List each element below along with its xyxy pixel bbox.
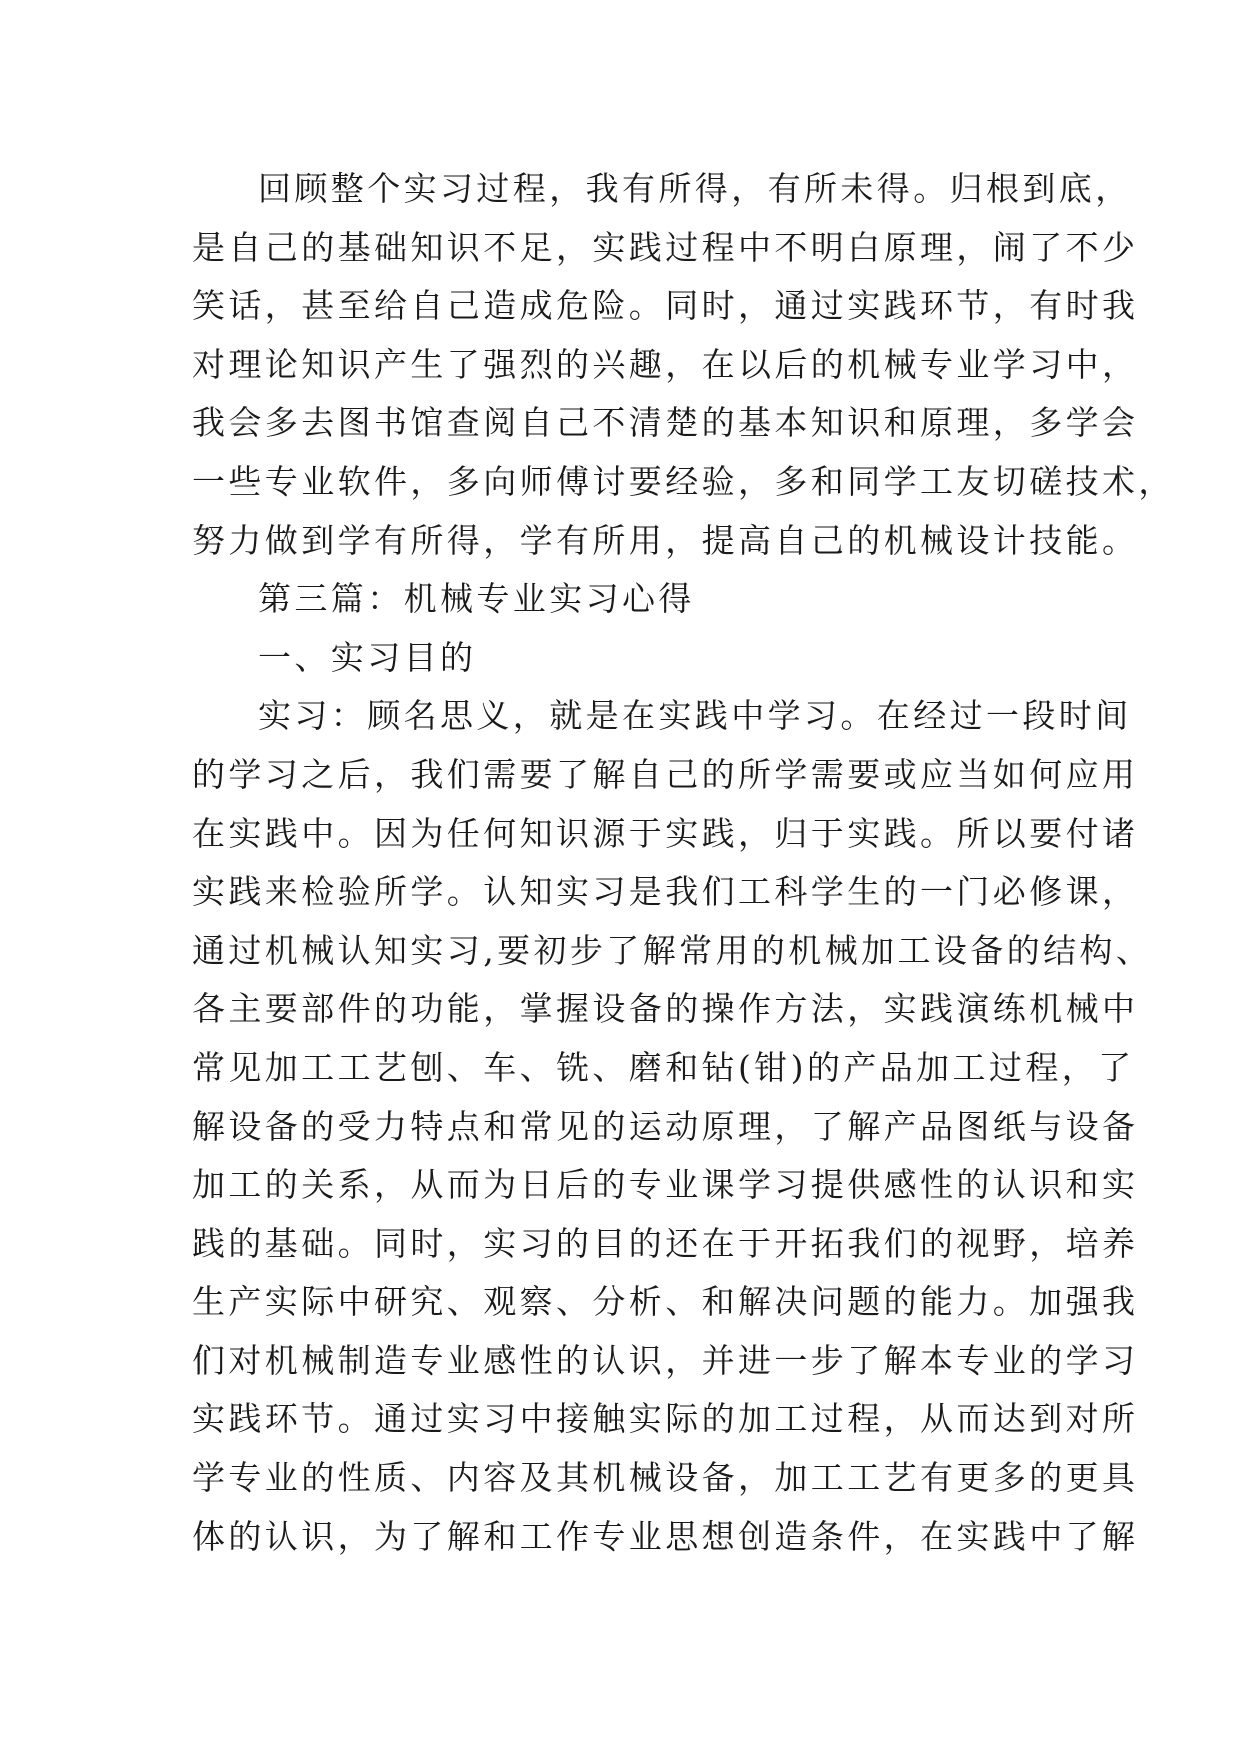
paragraph-line: 生产实际中研究、观察、分析、和解决问题的能力。加强我 xyxy=(192,1282,1139,1322)
paragraph-line: 体的认识，为了解和工作专业思想创造条件，在实践中了解 xyxy=(192,1516,1139,1556)
paragraph-line: 实践来检验所学。认知实习是我们工科学生的一门必修课， xyxy=(192,872,1139,912)
paragraph-line: 常见加工工艺刨、车、铣、磨和钻(钳)的产品加工过程，了 xyxy=(192,1047,1135,1087)
paragraph-line: 各主要部件的功能，掌握设备的操作方法，实践演练机械中 xyxy=(192,989,1139,1029)
paragraph-line: 一些专业软件，多向师傅讨要经验，多和同学工友切磋技术， xyxy=(192,461,1175,501)
paragraph-line: 是自己的基础知识不足，实践过程中不明白原理，闹了不少 xyxy=(192,227,1139,267)
paragraph-line: 通过机械认知实习,要初步了解常用的机械加工设备的结构、 xyxy=(192,930,1153,970)
paragraph-line: 笑话，甚至给自己造成危险。同时，通过实践环节，有时我 xyxy=(192,286,1139,326)
paragraph-line: 在实践中。因为任何知识源于实践，归于实践。所以要付诸 xyxy=(192,813,1139,853)
document-page xyxy=(192,160,1175,1566)
paragraph-line: 我会多去图书馆查阅自己不清楚的基本知识和原理，多学会 xyxy=(192,403,1139,443)
paragraph-line: 回顾整个实习过程，我有所得，有所未得。归根到底， xyxy=(258,169,1132,208)
paragraph-line: 的学习之后，我们需要了解自己的所学需要或应当如何应用 xyxy=(192,754,1139,794)
paragraph-line: 们对机械制造专业感性的认识，并进一步了解本专业的学习 xyxy=(192,1340,1139,1380)
subsection-heading: 一、实习目的 xyxy=(258,637,477,677)
paragraph-line: 加工的关系，从而为日后的专业课学习提供感性的认识和实 xyxy=(192,1165,1139,1205)
paragraph-line: 实习：顾名思义，就是在实践中学习。在经过一段时间 xyxy=(258,696,1132,736)
paragraph-line: 努力做到学有所得，学有所用，提高自己的机械设计技能。 xyxy=(192,520,1139,560)
paragraph-line: 对理论知识产生了强烈的兴趣，在以后的机械专业学习中， xyxy=(192,344,1139,384)
paragraph-line: 实践环节。通过实习中接触实际的加工过程，从而达到对所 xyxy=(192,1399,1139,1439)
paragraph-line: 践的基础。同时，实习的目的还在于开拓我们的视野，培养 xyxy=(192,1223,1139,1263)
section-heading: 第三篇：机械专业实习心得 xyxy=(258,579,695,619)
paragraph-line: 学专业的性质、内容及其机械设备，加工工艺有更多的更具 xyxy=(192,1458,1139,1498)
paragraph-line: 解设备的受力特点和常见的运动原理，了解产品图纸与设备 xyxy=(192,1106,1139,1146)
